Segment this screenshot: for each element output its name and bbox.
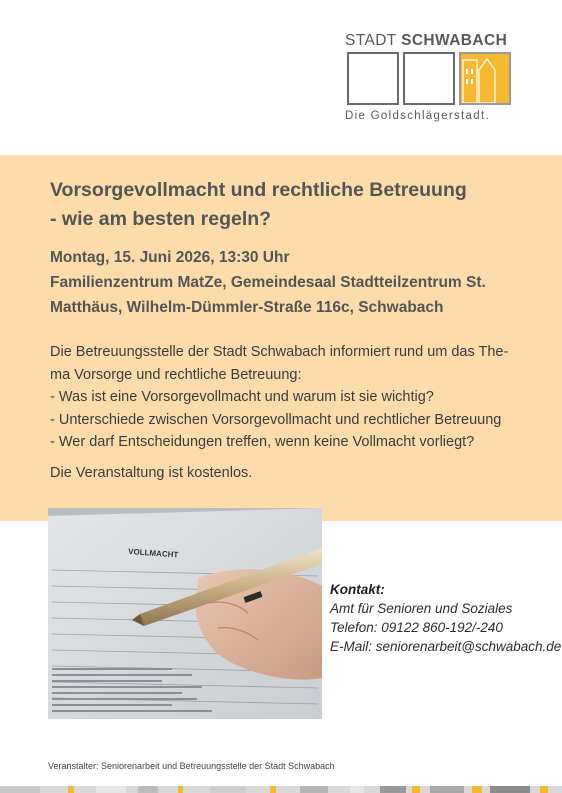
decorative-stripe: [0, 786, 562, 793]
logo-box-gold: [459, 52, 511, 105]
contact-phone: Telefon: 09122 860-192/-240: [330, 620, 503, 635]
form-header: VOLLMACHT: [127, 547, 179, 560]
event-location-line-1: Familienzentrum MatZe, Gemeindesaal Stadtteilzentrum St.: [50, 274, 486, 291]
city-logo: [343, 32, 513, 127]
description-point-3: - Wer darf Entscheidungen treffen, wenn keine Vollmacht vorliegt?: [50, 434, 475, 450]
contact-email: E-Mail: seniorenarbeit@schwabach.de: [330, 639, 562, 654]
event-description: [50, 341, 540, 454]
event-title-line-2: - wie am besten regeln?: [50, 208, 272, 230]
logo-box-2: [403, 52, 455, 105]
free-admission-note: Die Veranstaltung ist kostenlos.: [50, 465, 253, 481]
logo-title-bold: SCHWABACH: [401, 32, 508, 49]
logo-title-light: STADT: [345, 32, 402, 49]
organizer-note: Veranstalter: Seniorenarbeit und Betreuungsstelle der Stadt Schwabach: [48, 761, 335, 771]
description-intro-line-1: Die Betreuungsstelle der Stadt Schwabach informiert rund um das The-: [50, 344, 509, 360]
contact-block: [330, 580, 562, 656]
contact-label: Kontakt:: [330, 582, 385, 597]
description-point-1: - Was ist eine Vorsorgevollmacht und warum ist sie wichtig?: [50, 389, 434, 405]
event-title: [50, 176, 530, 234]
tower-icon: [461, 54, 509, 103]
event-meta: [50, 245, 540, 320]
logo-boxes: [347, 52, 511, 105]
event-title-line-1: Vorsorgevollmacht und rechtliche Betreuung: [50, 179, 467, 201]
event-location-line-2: Matthäus, Wilhelm-Dümmler-Straße 116c, Schwabach: [50, 299, 444, 316]
contact-office: Amt für Senioren und Soziales: [330, 601, 513, 616]
photo-illustration: [48, 508, 322, 719]
signing-document-photo: [48, 508, 322, 719]
event-date: Montag, 15. Juni 2026, 13:30 Uhr: [50, 249, 290, 266]
logo-wordmark: [345, 32, 507, 50]
description-point-2: - Unterschiede zwischen Vorsorgevollmacht und rechtlicher Betreuung: [50, 411, 502, 428]
logo-tagline: Die Goldschlägerstadt.: [345, 110, 490, 122]
description-intro-line-2: ma Vorsorge und rechtliche Betreuung:: [50, 366, 302, 383]
logo-box-1: [347, 52, 399, 105]
